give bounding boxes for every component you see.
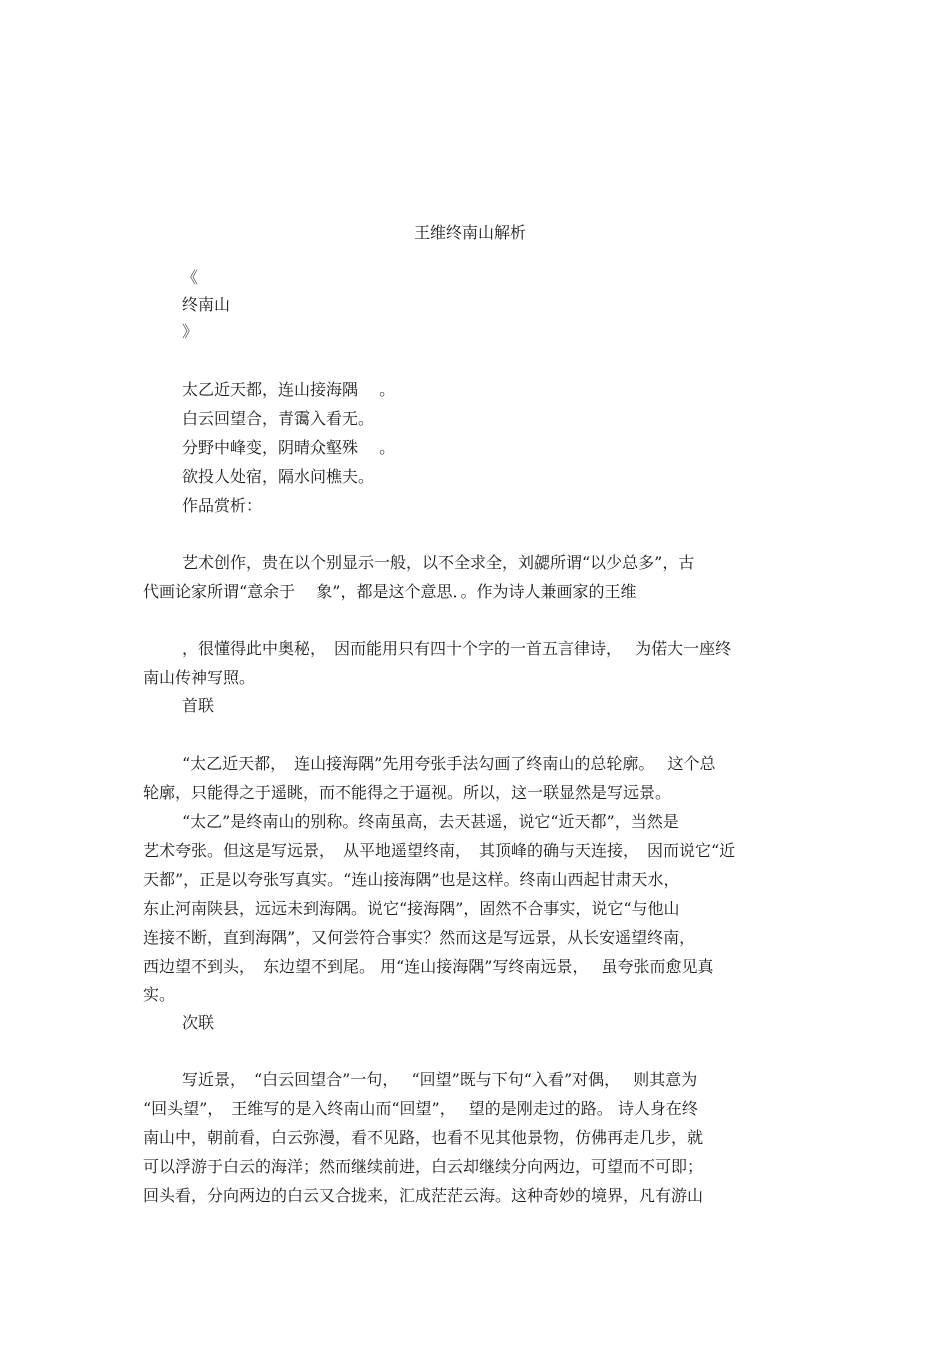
paragraph-line: 连接不断，直到海隅”，又何尝符合事实？然而这是写远景，从长安遥望终南， (143, 928, 696, 947)
paragraph-line: ，很懂得此中奥秘， 因而能用只有四十个字的一首五言律诗， 为偌大一座终 (182, 639, 732, 658)
poem-title-close-bracket: 》 (182, 322, 199, 341)
poem-line: 太乙近天都，连山接海隅 。 (182, 380, 396, 399)
paragraph-line: 代画论家所谓“意余于 象”，都是这个意思．。作为诗人兼画家的王维 (143, 582, 637, 601)
paragraph-line: “太乙”是终南山的别称。终南虽高，去天甚遥，说它“近天都”，当然是 (182, 812, 679, 831)
poem-line: 欲投人处宿，隔水问樵夫。 (182, 467, 375, 486)
paragraph-line: “太乙近天都， 连山接海隅”先用夸张手法勾画了终南山的总轮廓。 这个总 (182, 754, 716, 773)
paragraph-line: 艺术创作，贵在以个别显示一般，以不全求全，刘勰所谓“以少总多”，古 (182, 553, 695, 572)
document-title: 王维终南山解析 (413, 223, 526, 242)
paragraph-line: 南山中，朝前看，白云弥漫，看不见路，也看不见其他景物，仿佛再走几步，就 (143, 1128, 704, 1147)
appreciation-heading: 作品赏析： (182, 496, 263, 515)
paragraph-line: 写近景， “白云回望合”一句， “回望”既与下句“入看”对偶， 则其意为 (182, 1070, 698, 1089)
paragraph-line: 天都”，正是以夸张写真实。“连山接海隅”也是这样。终南山西起甘肃天水， (143, 870, 680, 889)
paragraph-line: 西边望不到头， 东边望不到尾。 用“连山接海隅”写终南远景， 虽夸张而愈见真 (143, 957, 714, 976)
paragraph-line: “回头望”， 王维写的是入终南山而“回望”， 望的是刚走过的路。 诗人身在终 (143, 1099, 698, 1118)
paragraph-line: 实。 (143, 985, 176, 1004)
poem-title-name: 终南山 (182, 295, 231, 314)
paragraph-line: 南山传神写照。 (143, 668, 256, 687)
paragraph-line: 轮廓，只能得之于遥眺，而不能得之于逼视。所以，这一联显然是写远景。 (143, 783, 672, 802)
paragraph-line: 艺术夸张。但这是写远景， 从平地遥望终南， 其顶峰的确与天连接， 因而说它“近 (143, 841, 736, 860)
paragraph-line: 回头看，分向两边的白云又合拢来，汇成茫茫云海。这种奇妙的境界，凡有游山 (143, 1186, 704, 1205)
poem-title-open-bracket: 《 (182, 268, 199, 287)
poem-line: 分野中峰变，阴晴众壑殊 。 (182, 438, 396, 457)
poem-line: 白云回望合，青霭入看无。 (182, 409, 375, 428)
section-heading-shoulian: 首联 (182, 696, 215, 715)
section-heading-cilian: 次联 (182, 1013, 215, 1032)
paragraph-line: 东止河南陕县，远远未到海隅。说它“接海隅”，固然不合事实，说它“与他山 (143, 899, 680, 918)
paragraph-line: 可以浮游于白云的海洋；然而继续前进，白云却继续分向两边，可望而不可即； (143, 1157, 704, 1176)
